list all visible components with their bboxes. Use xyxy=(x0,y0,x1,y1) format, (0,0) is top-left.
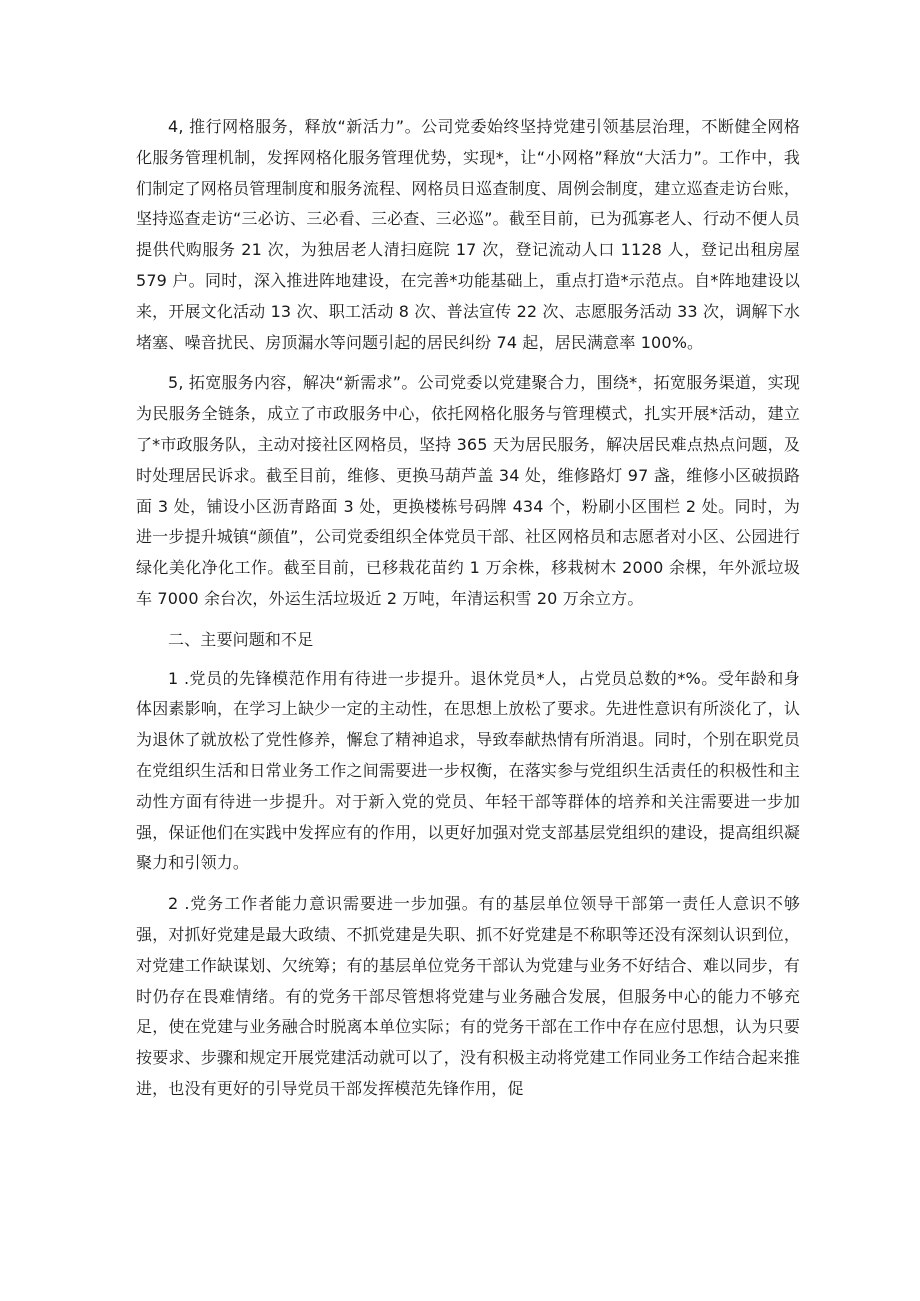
paragraph-grid-service: 4, 推行网格服务，释放“新活力”。公司党委始终坚持党建引领基层治理，不断健全网格化服务管理机制，发挥网格化服务管理优势，实现*，让“小网格”释放“大活力”。工作中，我们制定了网格员管理制度和服务流程、网格员日巡查制度、周例会制度，建立巡查走访台账，坚持巡查走访“三必访、三必看、三必查、三必巡”。截至目前，已为孤寡老人、行动不便人员提供代购服务 21 次，为独居老人清扫庭院 17 次，登记流动人口 1128 人，登记出租房屋 579 户。同时，深入推进阵地建设，在完善*功能基础上，重点打造*示范点。自*阵地建设以来，开展文化活动 13 次、职工活动 8 次、普法宣传 22 次、志愿服务活动 33 次，调解下水堵塞、噪音扰民、房顶漏水等问题引起的居民纠纷 74 起，居民满意率 100%。 xyxy=(136,117,800,352)
section-heading-problems: 二、主要问题和不足 xyxy=(168,629,314,649)
document-page xyxy=(136,112,800,1105)
paragraph-problem-2: 2 .党务工作者能力意识需要进一步加强。有的基层单位领导干部第一责任人意识不够强，对抓好党建是最大政绩、不抓党建是失职、抓不好党建是不称职等还没有深刻认识到位，对党建工作缺谋划、欠统筹；有的基层单位党务干部认为党建与业务不好结合、难以同步，有时仍存在畏难情绪。有的党务干部尽管想将党建与业务融合发展，但服务中心的能力不够充足，使在党建与业务融合时脱离本单位实际；有的党务干部在工作中存在应付思想，认为只要按要求、步骤和规定开展党建活动就可以了，没有积极主动将党建工作同业务工作结合起来推进，也没有更好的引导党员干部发挥模范先锋作用，促 xyxy=(136,894,800,1098)
paragraph-expand-services: 5, 拓宽服务内容，解决“新需求”。公司党委以党建聚合力，围绕*，拓宽服务渠道，实现为民服务全链条，成立了市政服务中心，依托网格化服务与管理模式，扎实开展*活动，建立了*市政服务队，主动对接社区网格员，坚持 365 天为居民服务，解决居民难点热点问题，及时处理居民诉求。截至目前，维修、更换马葫芦盖 34 处，维修路灯 97 盏，维修小区破损路面 3 处，铺设小区沥青路面 3 处，更换楼栋号码牌 434 个，粉刷小区围栏 2 处。同时，为进一步提升城镇“颜值”，公司党委组织全体党员干部、社区网格员和志愿者对小区、公园进行绿化美化净化工作。截至目前，已移栽花苗约 1 万余株，移栽树木 2000 余棵，年外派垃圾车 7000 余台次，外运生活垃圾近 2 万吨，年清运积雪 20 万余立方。 xyxy=(136,373,800,608)
paragraph-problem-1: 1 .党员的先锋模范作用有待进一步提升。退休党员*人，占党员总数的*%。受年龄和身体因素影响，在学习上缺少一定的主动性，在思想上放松了要求。先进性意识有所淡化了，认为退休了就放松了党性修养，懈怠了精神追求，导致奉献热情有所消退。同时，个别在职党员在党组织生活和日常业务工作之间需要进一步权衡，在落实参与党组织生活责任的积极性和主动性方面有待进一步提升。对于新入党的党员、年轻干部等群体的培养和关注需要进一步加强，保证他们在实践中发挥应有的作用，以更好加强对党支部基层党组织的建设，提高组织凝聚力和引领力。 xyxy=(136,668,800,873)
